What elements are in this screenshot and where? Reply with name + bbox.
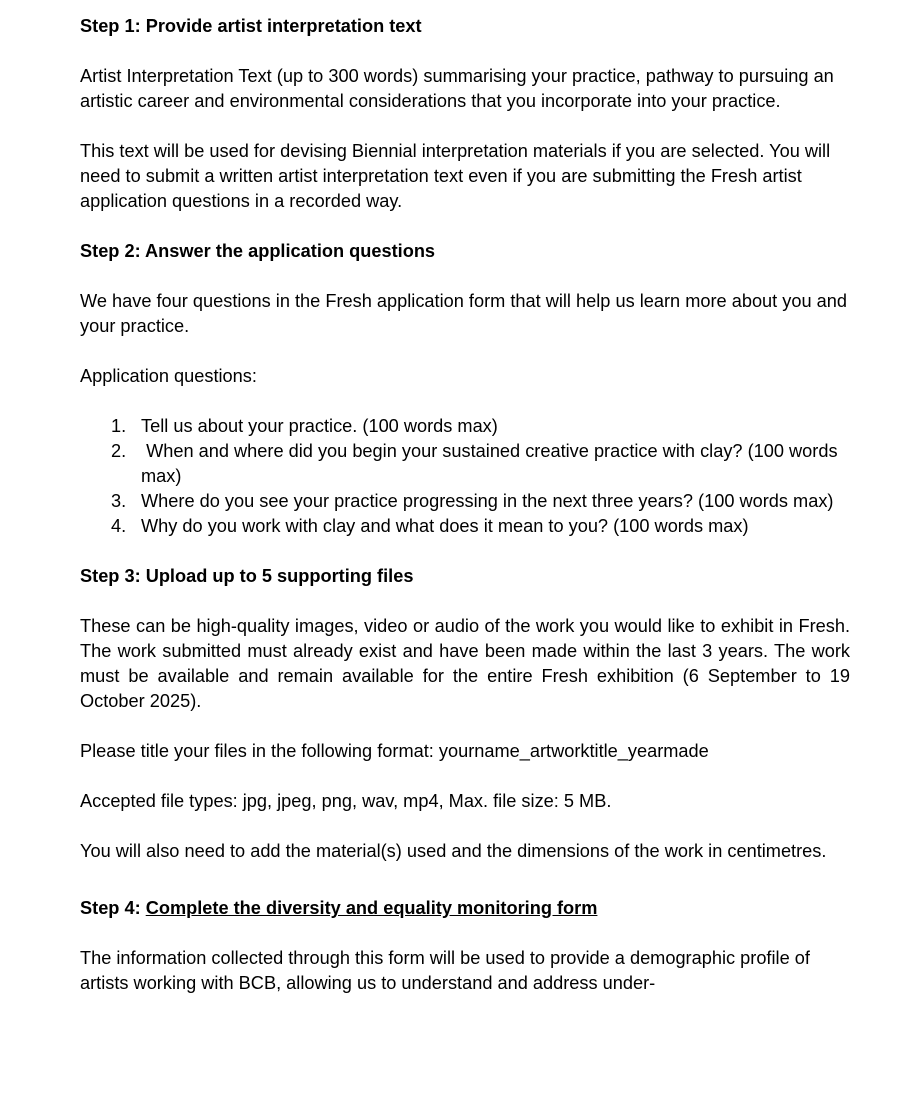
list-item [80,439,850,489]
list-item-number: 2. [111,441,127,461]
list-item-text: Where do you see your practice progressing in the next three years? (100 words max) [141,491,834,511]
step3-heading: Step 3: Upload up to 5 supporting files [80,566,414,586]
step2-intro: We have four questions in the Fresh application form that will help us learn more about you and your practice. [80,291,848,336]
step2-heading: Step 2: Answer the application questions [80,241,436,261]
step3-paragraph-1: These can be high-quality images, video or audio of the work you would like to exhibit in Fresh. The work submitted must already exist and have been made within the last 3 years. The work must be available and remain available for the entire Fresh exhibition (6 September to 19 October 2025). [80,616,850,711]
application-questions-label: Application questions: [80,366,257,386]
step3-paragraph-4: You will also need to add the material(s) used and the dimensions of the work in centimetres. [80,841,827,861]
step4-paragraph-1: The information collected through this form will be used to provide a demographic profile of artists working with BCB, allowing us to understand and address under- [80,948,810,993]
list-item [80,414,850,439]
list-item [80,489,850,514]
step1-paragraph-2: This text will be used for devising Biennial interpretation materials if you are selected. You will need to submit a written artist interpretation text even if you are submitting the Fresh artist application questions in a recorded way. [80,141,831,211]
list-item-number: 4. [111,516,127,536]
step1-paragraph-1: Artist Interpretation Text (up to 300 words) summarising your practice, pathway to pursuing an artistic career and environmental considerations that you incorporate into your practice. [80,66,834,111]
document-page [80,14,850,1021]
step4-heading-prefix: Step 4: [80,898,146,918]
accepted-file-types: Accepted file types: jpg, jpeg, png, wav, mp4, Max. file size: 5 MB. [80,791,612,811]
list-item-number: 1. [111,416,127,436]
step4-heading [80,896,850,921]
list-item-text: Why do you work with clay and what does it mean to you? (100 words max) [141,516,749,536]
list-item-text: When and where did you begin your sustained creative practice with clay? (100 words max) [141,441,843,486]
application-questions-list [80,414,850,539]
list-item-number: 3. [111,491,127,511]
step1-heading: Step 1: Provide artist interpretation text [80,16,422,36]
file-naming-instructions: Please title your files in the following format: yourname_artworktitle_yearmade [80,741,709,761]
list-item-text: Tell us about your practice. (100 words max) [141,416,498,436]
list-item [80,514,850,539]
diversity-form-link[interactable]: Complete the diversity and equality monitoring form [145,898,598,918]
